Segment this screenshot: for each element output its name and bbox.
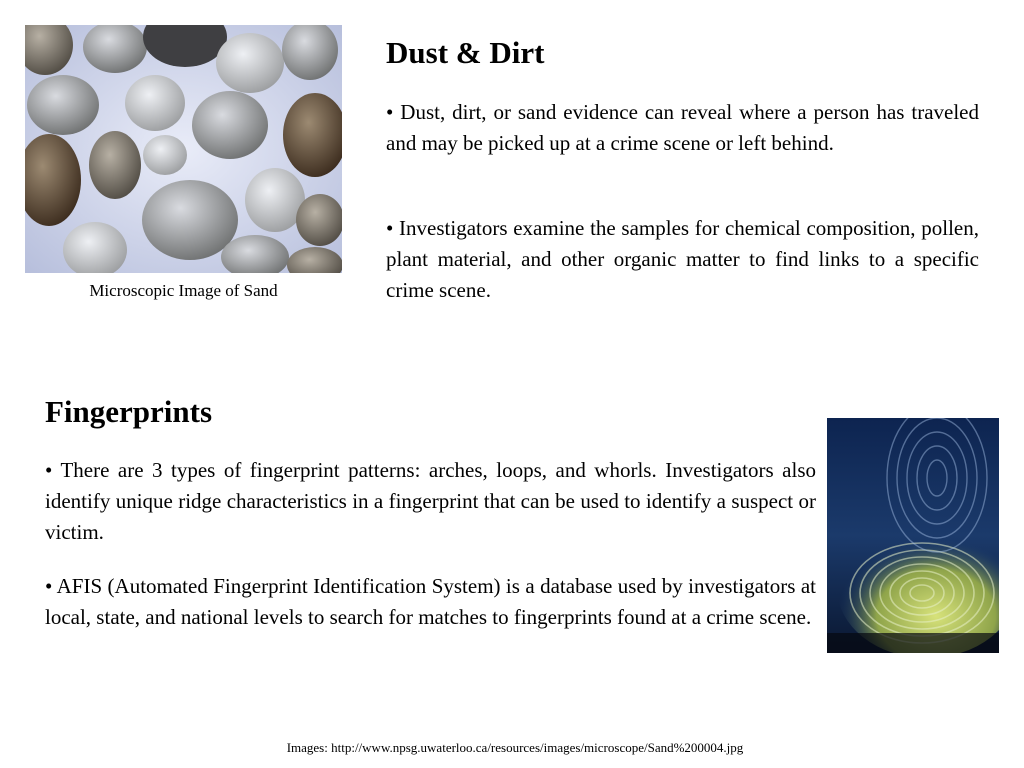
dust-dirt-heading: Dust & Dirt [386,35,545,70]
fingerprints-bullet-2: • AFIS (Automated Fingerprint Identification System) is a database used by investigators at local, state, and national levels to search for matches to fingerprints found at a crime scene. [45,574,816,629]
image-credits: Images: http://www.npsg.uwaterloo.ca/resources/images/microscope/Sand%200004.jpg [286,740,744,755]
fingerprints-bullet-1: • There are 3 types of fingerprint patterns: arches, loops, and whorls. Investigators also identify unique ridge characteristics in a fingerprint that can be used to identify a suspect or victim. [45,458,816,544]
fingerprint-image [827,418,999,653]
fingerprints-heading: Fingerprints [45,394,213,429]
dust-bullet-2: • Investigators examine the samples for chemical composition, pollen, plant material, and other organic matter to find links to a specific crime scene. [386,216,979,302]
sand-grains-illustration [25,25,342,273]
dust-bullet-1: • Dust, dirt, or sand evidence can reveal where a person has traveled and may be picked up at a crime scene or left behind. [386,100,979,155]
sand-microscope-image [25,25,342,273]
fingerprint-illustration [827,418,999,653]
sand-image-caption: Microscopic Image of Sand [89,281,278,300]
